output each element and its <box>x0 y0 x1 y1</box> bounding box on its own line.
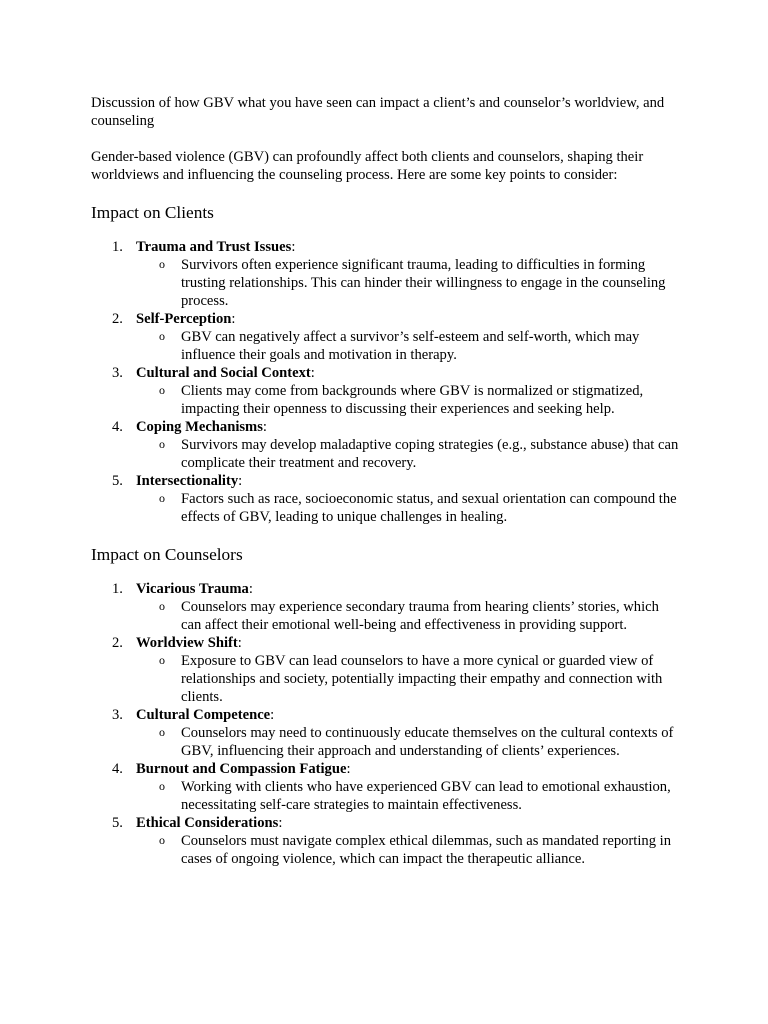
bullet-icon: o <box>159 491 165 505</box>
sub-list-item <box>136 490 681 526</box>
item-number: 2. <box>112 635 123 651</box>
sub-item-text: Factors such as race, socioeconomic status, and sexual orientation can compound the effects of GBV, leading to unique challenges in healing. <box>181 491 677 525</box>
document-page <box>91 94 681 886</box>
sub-item-text: Exposure to GBV can lead counselors to have a more cynical or guarded view of relationships and society, potentially impacting their empathy and connection with clients. <box>181 653 663 705</box>
sub-list-item <box>136 256 681 310</box>
sub-item-text: Counselors may experience secondary trauma from hearing clients’ stories, which can affect their emotional well-being and effectiveness in providing support. <box>181 599 659 633</box>
item-title: Trauma and Trust Issues <box>136 239 292 255</box>
sub-list <box>136 724 681 760</box>
clients-heading: Impact on Clients <box>91 203 214 222</box>
item-colon: : <box>231 311 236 327</box>
item-title: Self-Perception <box>136 311 232 327</box>
item-title: Worldview Shift <box>136 635 238 651</box>
list-item <box>91 706 681 760</box>
sub-list <box>136 490 681 526</box>
item-colon: : <box>346 761 351 777</box>
list-item <box>91 634 681 706</box>
sub-list-item <box>136 832 681 868</box>
item-colon: : <box>291 239 296 255</box>
item-colon: : <box>237 635 242 651</box>
list-item <box>91 472 681 526</box>
item-colon: : <box>238 473 243 489</box>
item-number: 4. <box>112 419 123 435</box>
prompt-paragraph: Discussion of how GBV what you have seen can impact a client’s and counselor’s worldview, and counseling <box>91 95 665 129</box>
list-item <box>91 238 681 310</box>
item-number: 1. <box>112 239 123 255</box>
list-item <box>91 364 681 418</box>
item-title: Ethical Considerations <box>136 815 279 831</box>
sub-item-text: Counselors must navigate complex ethical dilemmas, such as mandated reporting in cases of ongoing violence, which can impact the therapeutic alliance. <box>181 833 671 867</box>
list-item <box>91 760 681 814</box>
sub-list <box>136 832 681 868</box>
sub-list-item <box>136 778 681 814</box>
sub-list-item <box>136 724 681 760</box>
bullet-icon: o <box>159 779 165 793</box>
item-colon: : <box>278 815 283 831</box>
bullet-icon: o <box>159 725 165 739</box>
counselors-list <box>91 580 681 868</box>
sub-item-text: Clients may come from backgrounds where GBV is normalized or stigmatized, impacting their openness to discussing their experiences and seeking help. <box>181 383 644 417</box>
item-number: 3. <box>112 365 123 381</box>
list-item <box>91 310 681 364</box>
sub-list <box>136 328 681 364</box>
sub-list <box>136 436 681 472</box>
overview-paragraph: Gender-based violence (GBV) can profoundly affect both clients and counselors, shaping their worldviews and influencing the counseling process. Here are some key points to consider: <box>91 149 644 183</box>
bullet-icon: o <box>159 383 165 397</box>
item-title: Cultural and Social Context <box>136 365 311 381</box>
bullet-icon: o <box>159 599 165 613</box>
sub-list <box>136 652 681 706</box>
list-item <box>91 418 681 472</box>
item-title: Vicarious Trauma <box>136 581 249 597</box>
sub-item-text: Survivors often experience significant trauma, leading to difficulties in forming trusting relationships. This can hinder their willingness to engage in the counseling process. <box>181 257 666 309</box>
item-number: 4. <box>112 761 123 777</box>
item-title: Coping Mechanisms <box>136 419 263 435</box>
item-number: 5. <box>112 473 123 489</box>
item-number: 3. <box>112 707 123 723</box>
counselors-heading: Impact on Counselors <box>91 545 243 564</box>
sub-list-item <box>136 328 681 364</box>
bullet-icon: o <box>159 257 165 271</box>
item-colon: : <box>310 365 315 381</box>
item-number: 5. <box>112 815 123 831</box>
item-colon: : <box>262 419 267 435</box>
bullet-icon: o <box>159 653 165 667</box>
sub-list <box>136 598 681 634</box>
sub-item-text: GBV can negatively affect a survivor’s self-esteem and self-worth, which may influence their goals and motivation in therapy. <box>181 329 640 363</box>
list-item <box>91 814 681 868</box>
sub-list-item <box>136 382 681 418</box>
sub-list <box>136 778 681 814</box>
sub-item-text: Working with clients who have experienced GBV can lead to emotional exhaustion, necessitating self-care strategies to maintain effectiveness. <box>181 779 671 813</box>
item-number: 1. <box>112 581 123 597</box>
item-title: Cultural Competence <box>136 707 271 723</box>
list-item <box>91 580 681 634</box>
bullet-icon: o <box>159 437 165 451</box>
bullet-icon: o <box>159 833 165 847</box>
sub-list-item <box>136 598 681 634</box>
clients-list <box>91 238 681 526</box>
sub-item-text: Survivors may develop maladaptive coping strategies (e.g., substance abuse) that can complicate their treatment and recovery. <box>181 437 679 471</box>
item-title: Burnout and Compassion Fatigue <box>136 761 347 777</box>
item-colon: : <box>270 707 275 723</box>
sub-list-item <box>136 652 681 706</box>
item-colon: : <box>248 581 253 597</box>
sub-list <box>136 256 681 310</box>
item-number: 2. <box>112 311 123 327</box>
item-title: Intersectionality <box>136 473 239 489</box>
sub-item-text: Counselors may need to continuously educate themselves on the cultural contexts of GBV, influencing their approach and understanding of clients’ experiences. <box>181 725 674 759</box>
bullet-icon: o <box>159 329 165 343</box>
sub-list <box>136 382 681 418</box>
sub-list-item <box>136 436 681 472</box>
